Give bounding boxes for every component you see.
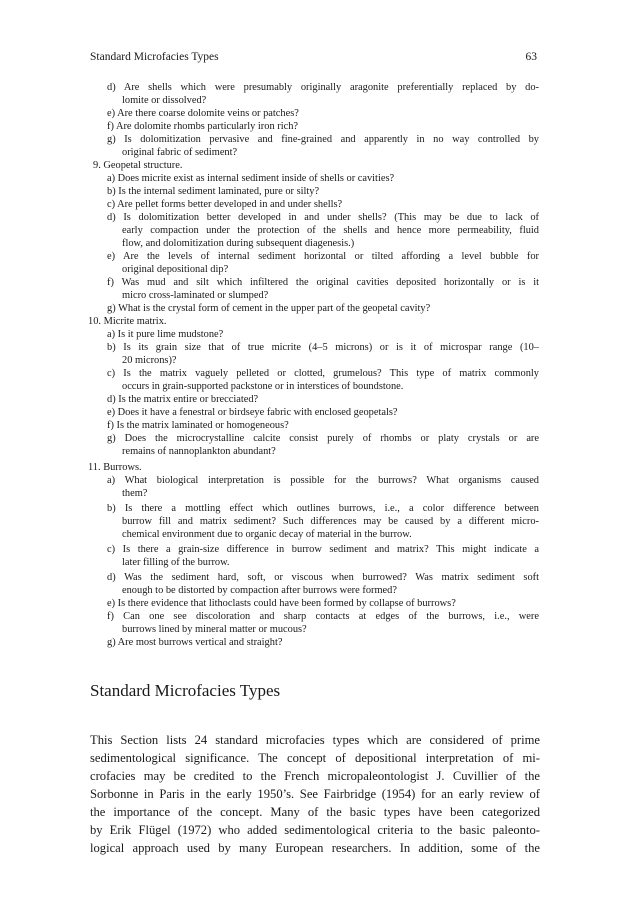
checklist-line: remains of nannoplankton abundant? [122, 446, 276, 457]
checklist-line: burrow fill and matrix sediment? Such differences may be caused by a different micro- [122, 516, 539, 527]
running-head-title: Standard Microfacies Types [90, 51, 219, 63]
paragraph-line: Sorbonne in Paris in the early 1950’s. See Fairbridge (1954) for an early review of [90, 787, 540, 801]
checklist-line: b) Is there a mottling effect which outlines burrows, i.e., a color difference between [107, 503, 539, 514]
checklist-line: f) Was mud and silt which infiltered the original cavities deposited horizontally or is it [107, 277, 539, 288]
page-number: 63 [525, 51, 537, 63]
checklist-line: f) Are dolomite rhombs particularly iron rich? [107, 121, 299, 132]
checklist-line: g) Does the microcrystalline calcite consist purely of rhombs or platy crystals or are [107, 433, 539, 444]
checklist-line: d) Is dolomitization better developed in and under shells? (This may be due to lack of [107, 212, 539, 223]
section-heading: Standard Microfacies Types [90, 681, 281, 700]
checklist-line: a) What biological interpretation is possible for the burrows? What organisms caused [107, 475, 539, 486]
checklist-line: chemical environment due to organic decay of material in the burrow. [122, 529, 412, 540]
checklist-section-heading: 11. Burrows. [88, 462, 142, 473]
checklist-line: early compaction under the protection of the shells and hence more permeability, fluid [122, 225, 539, 236]
checklist-line: d) Is the matrix entire or brecciated? [107, 394, 259, 405]
checklist-line: a) Does micrite exist as internal sediment inside of shells or cavities? [107, 173, 395, 184]
checklist-line: burrows lined by mineral matter or mucous? [122, 624, 307, 635]
paragraph-line: by Erik Flügel (1972) who added sedimentological criteria to the basic paleonto- [90, 823, 540, 837]
checklist-line: 20 microns)? [122, 355, 177, 366]
checklist-line: micro cross-laminated or slumped? [122, 290, 269, 301]
checklist-line: b) Is its grain size that of true micrite (4–5 microns) or is it of microspar range (10– [107, 342, 539, 353]
checklist-section-heading: 9. Geopetal structure. [93, 160, 183, 171]
checklist-line: d) Was the sediment hard, soft, or viscous when burrowed? Was matrix sediment soft [107, 572, 539, 583]
checklist-line: lomite or dissolved? [122, 95, 207, 106]
checklist-line: e) Is there evidence that lithoclasts could have been formed by collapse of burrows? [107, 598, 456, 609]
checklist-line: d) Are shells which were presumably originally aragonite preferentially replaced by do- [107, 82, 539, 93]
checklist-line: original depositional dip? [122, 264, 229, 275]
checklist-line: occurs in grain-supported packstone or in interstices of boundstone. [122, 381, 404, 392]
checklist-line: later filling of the burrow. [122, 557, 230, 568]
checklist-line: enough to be distorted by compaction after burrows were formed? [122, 585, 397, 596]
checklist-line: g) What is the crystal form of cement in the upper part of the geopetal cavity? [107, 303, 431, 314]
checklist-line: c) Is the matrix vaguely pelleted or clotted, grumelous? This type of matrix commonly [107, 368, 539, 379]
checklist-line: a) Is it pure lime mudstone? [107, 329, 224, 340]
checklist-line: c) Are pellet forms better developed in and under shells? [107, 199, 343, 210]
checklist-line: f) Can one see discoloration and sharp contacts at edges of the burrows, i.e., were [107, 611, 539, 622]
checklist-line: original fabric of sediment? [122, 147, 238, 158]
checklist-line: f) Is the matrix laminated or homogeneous? [107, 420, 289, 431]
paragraph-line: This Section lists 24 standard microfacies types which are considered of prime [90, 733, 540, 747]
checklist-section-heading: 10. Micrite matrix. [88, 316, 167, 327]
checklist-line: b) Is the internal sediment laminated, pure or silty? [107, 186, 320, 197]
checklist-line: e) Are there coarse dolomite veins or patches? [107, 108, 299, 119]
paragraph-line: logical approach used by many European researchers. In addition, some of the [90, 841, 540, 855]
paragraph-line: crofacies may be credited to the French micropaleontologist J. Cuvillier of the [90, 769, 540, 783]
paragraph-line: sedimentological significance. The concept of depositional interpretation of mi- [90, 751, 540, 765]
paragraph-line: the importance of the concept. Many of the basic types have been categorized [90, 805, 540, 819]
checklist-line: g) Are most burrows vertical and straight? [107, 637, 283, 648]
running-head [90, 51, 537, 67]
checklist-line: g) Is dolomitization pervasive and fine-grained and apparently in no way controlled by [107, 134, 539, 145]
checklist-line: e) Are the levels of internal sediment horizontal or tilted affording a level bubble for [107, 251, 539, 262]
checklist-line: c) Is there a grain-size difference in burrow sediment and matrix? This might indicate a [107, 544, 539, 555]
checklist-line: flow, and dolomitization during subsequent diagenesis.) [122, 238, 355, 249]
checklist-line: e) Does it have a fenestral or birdseye fabric with enclosed geopetals? [107, 407, 398, 418]
checklist-line: them? [122, 488, 148, 499]
